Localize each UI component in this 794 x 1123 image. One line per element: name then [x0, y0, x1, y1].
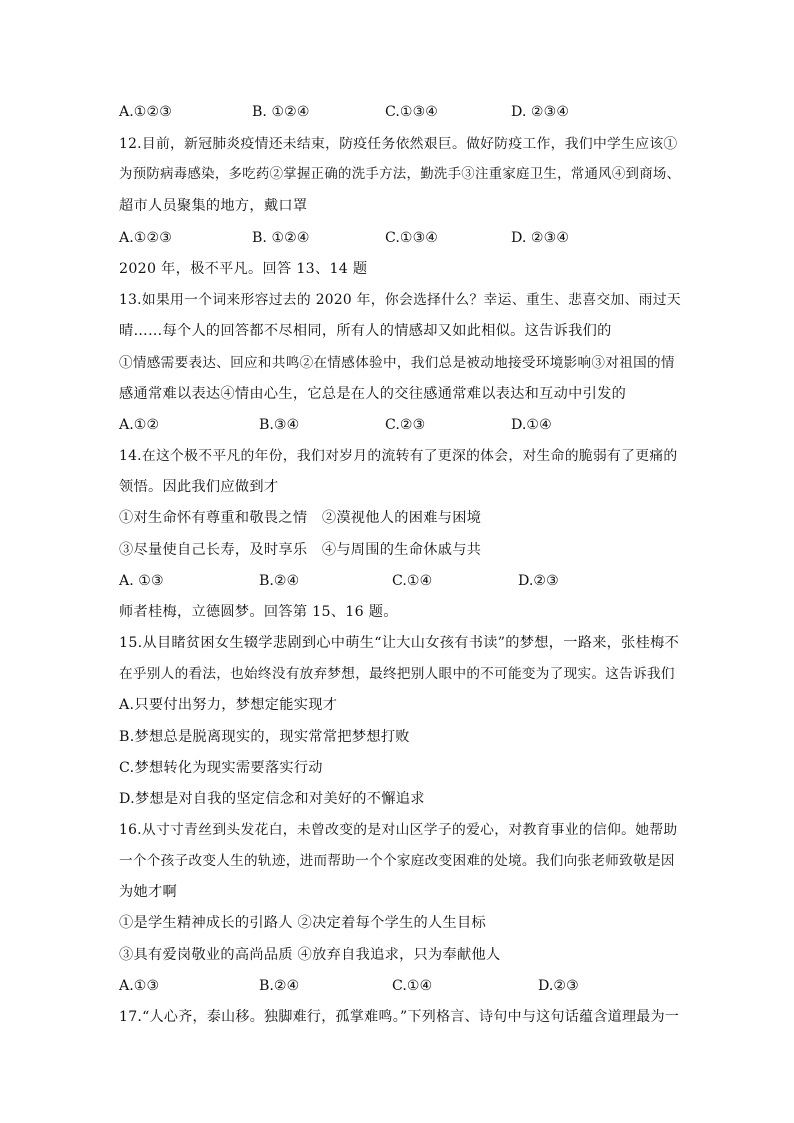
q13-statement-line-1: ①情感需要表达、回应和共鸣②在情感体验中，我们总是被动地接受环境影响③对祖国的情 — [119, 355, 675, 371]
q14-option-c: C.①④ — [392, 573, 433, 589]
q14-stem-line-1: 14.在这个极不平凡的年份，我们对岁月的流转有了更深的体会，对生命的脆弱有了更痛的 — [119, 448, 678, 464]
q15-option-a: A.只要付出努力，梦想定能实现才 — [119, 697, 338, 713]
q16-option-d: D.②③ — [538, 978, 579, 994]
q14-option-d: D.②③ — [518, 573, 559, 589]
q15-stem-line-1: 15.从目睹贫困女生辍学悲剧到心中萌生“让大山女孩有书读”的梦想，一路来，张桂梅不 — [119, 635, 680, 651]
q12-option-b: B. ①②④ — [252, 230, 310, 246]
q13-stem-line-2: 晴……每个人的回答都不尽相同，所有人的情感却又如此相似。这告诉我们的 — [119, 323, 612, 339]
q16-option-c: C.①④ — [392, 978, 433, 994]
q16-option-b: B.②④ — [259, 978, 300, 994]
q15-stem-line-2: 在乎别人的看法，也始终没有放弃梦想，最终把别人眼中的不可能变为了现实。这告诉我们 — [119, 666, 675, 682]
q14-statement-line-1: ①对生命怀有尊重和敬畏之情 ②漠视他人的困难与困境 — [119, 510, 482, 526]
q13-option-d: D.①④ — [511, 417, 552, 433]
q12-stem-line-1: 12.目前，新冠肺炎疫情还未结束，防疫任务依然艰巨。做好防疫工作，我们中学生应该① — [119, 136, 678, 152]
q12-option-c: C.①③④ — [385, 230, 439, 246]
q11-option-b: B. ①②④ — [252, 104, 310, 120]
q12-stem-line-3: 超市人员聚集的地方，戴口罩 — [119, 198, 308, 214]
q16-statement-line-2: ③具有爱岗敬业的高尚品质 ④放弃自我追求，只为奉献他人 — [119, 947, 501, 963]
q13-option-b: B.③④ — [259, 417, 300, 433]
q16-statement-line-1: ①是学生精神成长的引路人 ②决定着每个学生的人生目标 — [119, 915, 486, 931]
q15-option-c: C.梦想转化为现实需要落实行动 — [119, 760, 323, 776]
q12-option-d: D. ②③④ — [511, 230, 570, 246]
q13-stem-line-1: 13.如果用一个词来形容过去的 2020 年，你会选择什么？幸运、重生、悲喜交加、雨过天 — [119, 292, 681, 308]
q16-stem-line-3: 为她才啊 — [119, 884, 177, 900]
q12-option-a: A.①②③ — [119, 230, 172, 246]
q11-option-a: A.①②③ — [119, 104, 172, 120]
q16-stem-line-2: 一个个孩子改变人生的轨迹，进而帮助一个个家庭改变困难的处境。我们向张老师致敬是因 — [119, 853, 675, 869]
q12-stem-line-2: 为预防病毒感染，多吃药②掌握正确的洗手方法，勤洗手③注重家庭卫生，常通风④到商场、 — [119, 167, 681, 182]
q15-option-d: D.梦想是对自我的坚定信念和对美好的不懈追求 — [119, 791, 425, 807]
q14-option-b: B.②④ — [259, 573, 300, 589]
q13-statement-line-2: 感通常难以表达④情由心生，它总是在人的交往感通常难以表达和互动中引发的 — [119, 386, 627, 402]
q14-option-a: A. ①③ — [119, 573, 164, 589]
q15-option-b: B.梦想总是脱离现实的，现实常常把梦想打败 — [119, 729, 410, 745]
q13-option-c: C.②③ — [385, 417, 426, 433]
q13-option-a: A.①② — [119, 417, 160, 433]
q11-option-d: D. ②③④ — [511, 104, 570, 120]
q16-stem-line-1: 16.从寸寸青丝到头发花白，未曾改变的是对山区学子的爱心，对教育事业的信仰。她帮助 — [119, 822, 678, 838]
q16-option-a: A.①③ — [119, 978, 160, 994]
q14-statement-line-2: ③尽量使自己长寿，及时享乐 ④与周围的生命休戚与共 — [119, 542, 482, 558]
section-intro-15-16: 师者桂梅，立德圆梦。回答第 15、16 题。 — [119, 604, 398, 620]
q11-option-c: C.①③④ — [385, 104, 439, 120]
q14-stem-line-2: 领悟。因此我们应做到才 — [119, 479, 279, 495]
q17-stem-line-1: 17.“人心齐，泰山移。独脚难行，孤掌难鸣。”下列格言、诗句中与这句话蕴含道理最为一 — [119, 1009, 680, 1025]
section-intro-13-14: 2020 年，极不平凡。回答 13、14 题 — [119, 261, 368, 277]
